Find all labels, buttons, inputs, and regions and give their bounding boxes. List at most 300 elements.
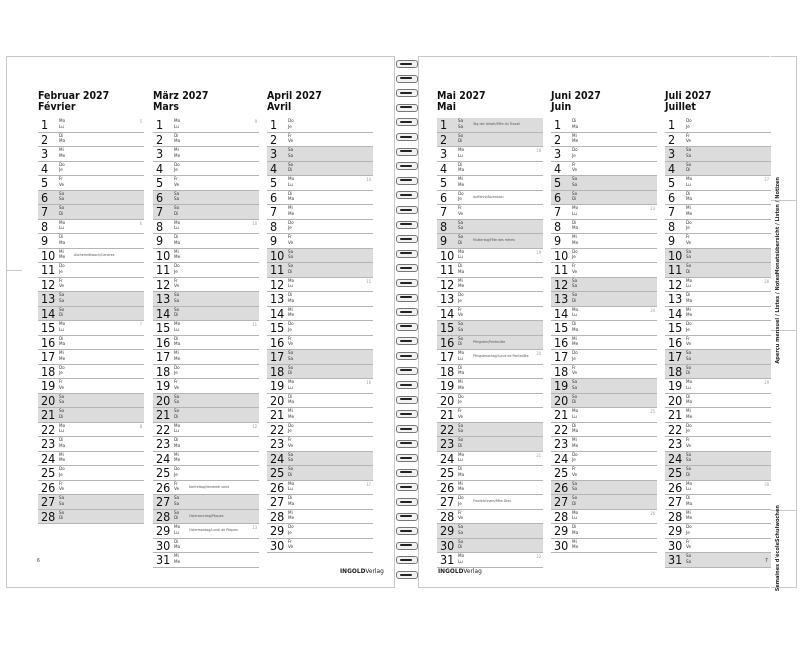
day-row[interactable]	[267, 336, 373, 351]
day-row[interactable]	[551, 452, 657, 467]
day-number: 31	[156, 552, 171, 567]
day-row[interactable]	[38, 350, 144, 365]
weekday-fr: Lu	[174, 530, 179, 536]
weekday-fr: Lu	[174, 124, 179, 130]
day-row[interactable]	[267, 162, 373, 177]
day-row[interactable]	[38, 118, 144, 133]
weekday-de: Mo	[686, 481, 693, 487]
day-row[interactable]	[551, 365, 657, 380]
day-row[interactable]	[551, 539, 657, 554]
weekday-fr: Ma	[686, 197, 693, 203]
day-row[interactable]	[153, 524, 259, 539]
day-row[interactable]	[153, 118, 259, 133]
day-row[interactable]	[437, 133, 543, 148]
day-row[interactable]	[38, 481, 144, 496]
day-row[interactable]	[437, 147, 543, 162]
day-row[interactable]	[665, 437, 771, 452]
day-row[interactable]	[437, 524, 543, 539]
day-row[interactable]	[665, 495, 771, 510]
weekday-label	[174, 380, 179, 391]
day-row[interactable]	[437, 365, 543, 380]
day-row[interactable]	[551, 133, 657, 148]
day-row[interactable]	[38, 162, 144, 177]
day-number: 21	[554, 407, 569, 422]
weekday-de: Sa	[59, 394, 65, 400]
day-row[interactable]	[38, 147, 144, 162]
day-row[interactable]	[665, 133, 771, 148]
day-row[interactable]	[153, 553, 259, 568]
day-number: 14	[41, 305, 56, 321]
day-row[interactable]	[437, 350, 543, 365]
weekday-fr: Sa	[686, 153, 692, 159]
day-row[interactable]	[437, 510, 543, 525]
day-row[interactable]	[38, 220, 144, 235]
day-row[interactable]	[38, 452, 144, 467]
day-row[interactable]	[665, 321, 771, 336]
week-number: 24	[650, 307, 655, 313]
tab-school-weeks[interactable]	[774, 504, 794, 592]
day-row[interactable]	[665, 191, 771, 206]
weekday-fr: Je	[572, 356, 576, 362]
weekday-de: Do	[686, 322, 692, 327]
day-row[interactable]	[153, 176, 259, 191]
day-row[interactable]	[267, 365, 373, 380]
day-row[interactable]	[665, 307, 771, 322]
day-row[interactable]	[38, 234, 144, 249]
day-row[interactable]	[437, 466, 543, 481]
weekday-fr: Lu	[59, 124, 64, 130]
day-row[interactable]	[551, 191, 657, 206]
day-row[interactable]	[437, 191, 543, 206]
day-row[interactable]	[437, 539, 543, 554]
day-number: 9	[668, 233, 676, 248]
tab-monthly-overview[interactable]	[774, 176, 794, 364]
month-title: April 2027	[267, 90, 322, 102]
day-row[interactable]	[153, 220, 259, 235]
weekday-fr: Ve	[174, 487, 180, 493]
day-row[interactable]	[153, 278, 259, 293]
day-row[interactable]	[551, 408, 657, 423]
day-row[interactable]	[551, 394, 657, 409]
weekday-label	[686, 177, 692, 188]
day-row[interactable]	[267, 278, 373, 293]
day-row[interactable]	[38, 278, 144, 293]
day-number: 25	[156, 465, 171, 480]
weekday-label	[59, 453, 65, 464]
day-row[interactable]	[665, 452, 771, 467]
day-row[interactable]	[153, 162, 259, 177]
day-row[interactable]	[437, 553, 543, 568]
day-row[interactable]	[437, 307, 543, 322]
day-row[interactable]	[153, 292, 259, 307]
weekday-label	[458, 525, 463, 536]
brand-logo-left	[340, 567, 384, 575]
weekday-label	[686, 496, 692, 507]
day-number: 12	[668, 276, 683, 292]
week-number: 23	[650, 206, 655, 211]
day-row[interactable]	[38, 191, 144, 206]
day-row[interactable]	[665, 466, 771, 481]
day-number: 18	[156, 363, 171, 379]
day-row[interactable]	[267, 133, 373, 148]
weekday-fr: Me	[572, 139, 579, 145]
weekday-label	[458, 438, 463, 449]
weekday-fr: Me	[458, 284, 465, 290]
day-number: 30	[270, 537, 285, 553]
day-row[interactable]	[665, 350, 771, 365]
weekday-fr: Di	[288, 168, 293, 174]
weekday-fr: Ma	[572, 226, 579, 232]
day-row[interactable]	[437, 234, 543, 249]
day-row[interactable]	[437, 118, 543, 133]
day-row[interactable]	[153, 510, 259, 525]
day-number: 16	[668, 334, 683, 350]
day-row[interactable]	[153, 437, 259, 452]
weekday-label	[59, 322, 65, 333]
day-row[interactable]	[551, 234, 657, 249]
binding-ring	[396, 75, 418, 83]
day-row[interactable]	[267, 147, 373, 162]
month-header	[153, 91, 259, 118]
day-row[interactable]	[153, 205, 259, 220]
day-row[interactable]	[267, 408, 373, 423]
weekday-de: Sa	[59, 191, 65, 197]
day-row[interactable]	[551, 379, 657, 394]
weekday-de: So	[686, 264, 692, 269]
day-row[interactable]	[665, 365, 771, 380]
day-row[interactable]	[267, 321, 373, 336]
day-row[interactable]	[551, 495, 657, 510]
day-row[interactable]	[551, 466, 657, 481]
day-row[interactable]	[437, 162, 543, 177]
day-number: 23	[440, 436, 455, 451]
day-row[interactable]	[551, 437, 657, 452]
day-row[interactable]	[267, 524, 373, 539]
weekday-de: Di	[686, 496, 691, 501]
day-row[interactable]	[437, 394, 543, 409]
day-row[interactable]	[665, 263, 771, 278]
weekday-label	[572, 250, 578, 261]
weekday-label	[288, 235, 293, 246]
binding-ring	[396, 396, 418, 404]
day-row[interactable]	[665, 481, 771, 496]
day-row[interactable]	[551, 263, 657, 278]
day-row[interactable]	[267, 118, 373, 133]
weekday-fr: Je	[174, 472, 178, 478]
weekday-label	[174, 148, 180, 159]
day-row[interactable]	[437, 408, 543, 423]
day-row[interactable]	[267, 379, 373, 394]
weekday-de: Fr	[174, 380, 178, 385]
day-row[interactable]	[551, 278, 657, 293]
weekday-fr: Ma	[572, 327, 579, 333]
day-row[interactable]	[665, 205, 771, 220]
day-row[interactable]	[551, 249, 657, 264]
day-row[interactable]	[267, 220, 373, 235]
day-row[interactable]	[665, 510, 771, 525]
day-number: 14	[440, 305, 455, 321]
weekday-de: Sa	[686, 249, 692, 255]
day-number: 12	[156, 276, 171, 292]
day-row[interactable]	[153, 495, 259, 510]
day-row[interactable]	[267, 350, 373, 365]
day-number: 10	[668, 247, 683, 263]
week-number: 25	[650, 409, 655, 414]
weekday-de: Sa	[288, 452, 294, 458]
weekday-fr: Je	[59, 168, 63, 174]
day-row[interactable]	[153, 336, 259, 351]
day-row[interactable]	[665, 408, 771, 423]
day-row[interactable]	[38, 292, 144, 307]
day-row[interactable]	[267, 205, 373, 220]
day-number: 29	[554, 523, 569, 538]
weekday-fr: Sa	[458, 429, 464, 435]
weekday-label	[288, 525, 294, 536]
day-row[interactable]	[665, 379, 771, 394]
weekday-de: Fr	[458, 510, 462, 516]
weekday-label	[174, 308, 179, 319]
day-row[interactable]	[551, 307, 657, 322]
week-number: 29	[764, 380, 769, 385]
weekday-label	[59, 424, 65, 435]
day-row[interactable]	[665, 278, 771, 293]
weekday-label	[458, 279, 464, 290]
day-row[interactable]	[267, 510, 373, 525]
day-row[interactable]	[551, 423, 657, 438]
month-header	[267, 91, 373, 118]
day-row[interactable]	[437, 452, 543, 467]
day-row[interactable]	[153, 466, 259, 481]
day-row[interactable]	[267, 423, 373, 438]
day-row[interactable]	[153, 147, 259, 162]
weekday-fr: Ve	[59, 284, 65, 290]
day-row[interactable]	[551, 321, 657, 336]
day-row[interactable]	[437, 278, 543, 293]
day-row[interactable]	[38, 321, 144, 336]
day-row[interactable]	[437, 379, 543, 394]
day-row[interactable]	[267, 176, 373, 191]
day-number: 12	[554, 276, 569, 292]
weekday-label	[174, 511, 179, 522]
day-row[interactable]	[665, 524, 771, 539]
day-number: 31	[668, 552, 683, 567]
day-row[interactable]	[153, 263, 259, 278]
day-row[interactable]	[437, 437, 543, 452]
day-row[interactable]	[267, 394, 373, 409]
day-row[interactable]	[551, 176, 657, 191]
day-row[interactable]	[665, 394, 771, 409]
day-number: 21	[156, 407, 171, 422]
day-number: 2	[156, 131, 164, 147]
day-number: 22	[554, 421, 569, 437]
day-row[interactable]	[437, 481, 543, 496]
day-row[interactable]	[551, 162, 657, 177]
weekday-label	[174, 540, 180, 551]
day-row[interactable]	[267, 466, 373, 481]
day-row[interactable]	[153, 191, 259, 206]
weekday-label	[59, 351, 65, 362]
day-row[interactable]	[267, 495, 373, 510]
day-row[interactable]	[38, 133, 144, 148]
day-row[interactable]	[153, 321, 259, 336]
day-row[interactable]	[551, 481, 657, 496]
day-row[interactable]	[551, 147, 657, 162]
month-subtitle: Juillet	[665, 101, 696, 113]
day-row[interactable]	[551, 292, 657, 307]
day-row[interactable]	[267, 263, 373, 278]
day-row[interactable]	[437, 220, 543, 235]
day-row[interactable]	[38, 510, 144, 525]
day-row[interactable]	[665, 176, 771, 191]
weekday-label	[288, 409, 294, 420]
day-row[interactable]	[551, 350, 657, 365]
day-row[interactable]	[665, 292, 771, 307]
weekday-de: Do	[572, 249, 578, 255]
day-row[interactable]	[267, 292, 373, 307]
day-number: 1	[41, 117, 49, 132]
day-row[interactable]	[153, 307, 259, 322]
binding-ring	[396, 323, 418, 331]
day-row[interactable]	[267, 191, 373, 206]
day-row[interactable]	[38, 394, 144, 409]
day-row[interactable]	[551, 336, 657, 351]
day-row[interactable]	[665, 162, 771, 177]
day-row[interactable]	[551, 205, 657, 220]
weekday-label	[59, 293, 64, 304]
day-number: 6	[156, 189, 164, 205]
weekday-label	[572, 424, 578, 435]
weekday-fr: Ma	[174, 240, 181, 246]
day-row[interactable]	[38, 495, 144, 510]
day-number: 25	[270, 465, 285, 480]
day-row[interactable]	[38, 423, 144, 438]
weekday-fr: Di	[458, 342, 463, 348]
weekday-label	[174, 453, 180, 464]
weekday-de: So	[686, 162, 692, 168]
day-row[interactable]	[38, 408, 144, 423]
day-row[interactable]	[665, 147, 771, 162]
day-row[interactable]	[665, 539, 771, 554]
day-number: 5	[668, 175, 676, 190]
day-row[interactable]	[665, 553, 771, 568]
day-row[interactable]	[437, 176, 543, 191]
day-row[interactable]	[437, 423, 543, 438]
day-row[interactable]	[551, 220, 657, 235]
weekday-fr: Lu	[288, 182, 293, 188]
day-number: 3	[440, 146, 448, 161]
day-row[interactable]	[153, 481, 259, 496]
day-row[interactable]	[267, 539, 373, 554]
tab-monthly-fr: Aperçu mensuel / Listes / Notes	[775, 273, 781, 364]
day-number: 18	[440, 363, 455, 379]
weekday-de: So	[174, 206, 180, 211]
weekday-fr: Ma	[174, 443, 181, 449]
day-row[interactable]	[153, 365, 259, 380]
day-row[interactable]	[267, 452, 373, 467]
weekday-label	[572, 496, 577, 507]
day-row[interactable]	[38, 379, 144, 394]
day-row[interactable]	[38, 336, 144, 351]
day-row[interactable]	[153, 394, 259, 409]
day-row[interactable]	[267, 249, 373, 264]
day-row[interactable]	[153, 133, 259, 148]
day-row[interactable]	[38, 263, 144, 278]
day-row[interactable]	[665, 234, 771, 249]
day-row[interactable]	[153, 423, 259, 438]
weekday-label	[686, 134, 691, 145]
weekday-de: Sa	[458, 525, 464, 530]
day-row[interactable]	[665, 118, 771, 133]
day-row[interactable]	[437, 336, 543, 351]
day-row[interactable]	[551, 524, 657, 539]
day-row[interactable]	[267, 481, 373, 496]
day-row[interactable]	[437, 495, 543, 510]
day-number: 12	[270, 276, 285, 292]
day-row[interactable]	[38, 249, 144, 264]
weekday-de: Do	[458, 496, 464, 501]
day-row[interactable]	[38, 466, 144, 481]
day-row[interactable]	[267, 234, 373, 249]
weekday-label	[572, 351, 578, 362]
day-row[interactable]	[551, 118, 657, 133]
day-row[interactable]	[551, 510, 657, 525]
day-row[interactable]	[153, 452, 259, 467]
weekday-label	[458, 206, 463, 217]
weekday-fr: Ve	[288, 139, 294, 145]
day-row[interactable]	[153, 350, 259, 365]
day-row[interactable]	[153, 249, 259, 264]
day-row[interactable]	[38, 365, 144, 380]
weekday-de: Mo	[572, 409, 579, 414]
day-number: 16	[41, 334, 56, 350]
weekday-label	[59, 337, 65, 348]
day-row[interactable]	[267, 307, 373, 322]
day-row[interactable]	[38, 307, 144, 322]
day-row[interactable]	[437, 263, 543, 278]
weekday-de: Do	[59, 365, 65, 371]
day-row[interactable]	[665, 423, 771, 438]
day-row[interactable]	[267, 437, 373, 452]
day-number: 5	[156, 175, 164, 190]
day-number: 26	[270, 479, 285, 495]
day-number: 14	[156, 305, 171, 321]
day-row[interactable]	[437, 292, 543, 307]
weekday-label	[59, 206, 64, 217]
day-row[interactable]	[153, 234, 259, 249]
weekday-de: Sa	[686, 148, 692, 153]
day-row[interactable]	[38, 437, 144, 452]
day-row[interactable]	[38, 176, 144, 191]
day-row[interactable]	[38, 205, 144, 220]
weekday-de: Mi	[572, 539, 577, 545]
weekday-fr: Sa	[59, 400, 65, 406]
day-row[interactable]	[437, 249, 543, 264]
weekday-fr: Lu	[686, 487, 691, 493]
weekday-de: Do	[458, 293, 464, 298]
day-row[interactable]	[153, 379, 259, 394]
day-row[interactable]	[665, 220, 771, 235]
day-row[interactable]	[153, 539, 259, 554]
weekday-fr: Me	[288, 313, 295, 319]
day-number: 4	[270, 160, 278, 176]
day-row[interactable]	[665, 249, 771, 264]
day-row[interactable]	[437, 205, 543, 220]
day-number: 2	[41, 131, 49, 147]
day-row[interactable]	[665, 336, 771, 351]
day-row[interactable]	[437, 321, 543, 336]
month-title: Juni 2027	[551, 90, 601, 102]
day-row[interactable]	[153, 408, 259, 423]
